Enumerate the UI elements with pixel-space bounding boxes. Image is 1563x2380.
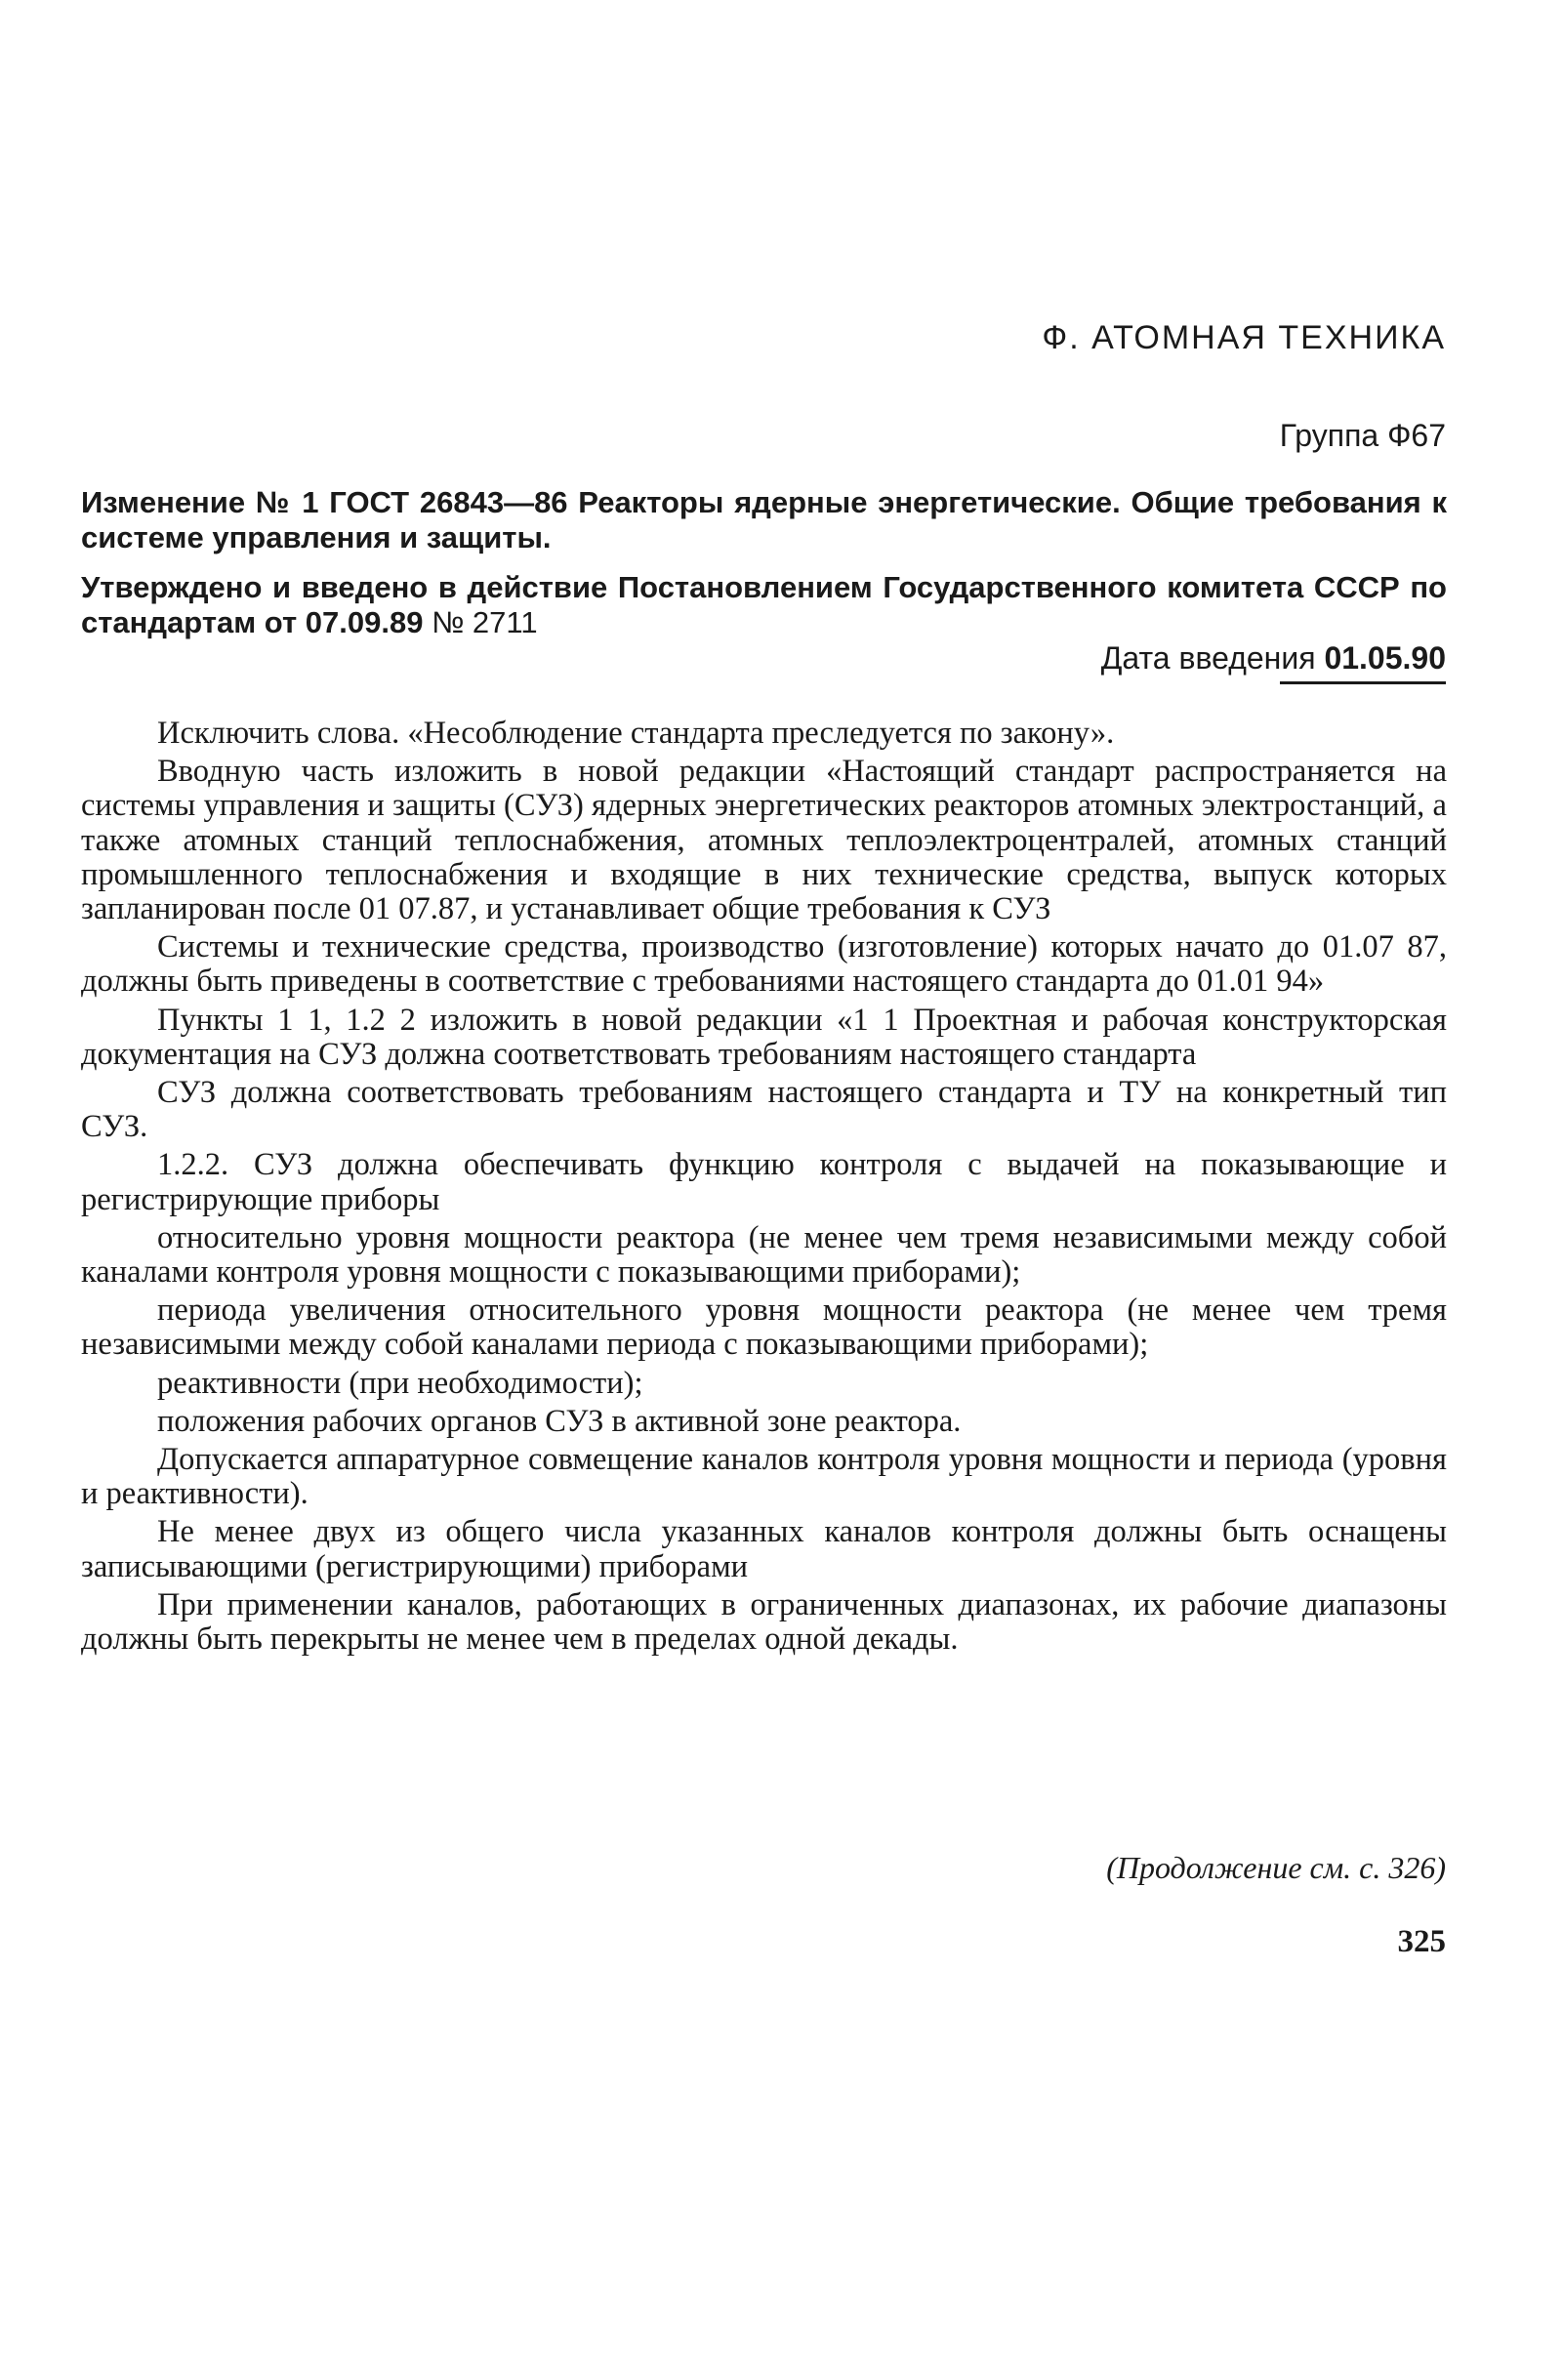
paragraph-10: положения рабочих органов СУЗ в активной зоне реактора. (157, 1403, 962, 1439)
change-title: Изменение № 1 ГОСТ 26843—86 Реакторы ядерные энергетические. Общие требования к системе управления и защиты. (81, 485, 1447, 554)
paragraph-5: СУЗ должна соответствовать требованиям настоящего стандарта и ТУ на конкретный тип СУЗ. (81, 1075, 1447, 1145)
group-label: Группа Ф67 (1279, 418, 1446, 453)
paragraph-2: Вводную часть изложить в новой редакции «Настоящий стандарт распространяется на системы управления и защиты (СУЗ) ядерных энергетических реакторов атомных электростанций, а также атомных станций теплоснабжения, атомных теплоэлектроцентралей, атомных станций промышленного теплоснабжения и входящие в них технические средства, выпуск которых запланирован после 01 07.87, и устанавливает общие требования к СУЗ (81, 754, 1447, 927)
paragraph-4: Пункты 1 1, 1.2 2 изложить в новой редакции «1 1 Проектная и рабочая конструкторская документация на СУЗ должна соответствовать требованиям настоящего стандарта (81, 1002, 1447, 1072)
continuation-note: (Продолжение см. с. 326) (1106, 1850, 1446, 1885)
approval-text: Утверждено и введено в действие Постановлением Государственного комитета СССР по стандартам от 07.09.89 (81, 570, 1447, 639)
introduction-date (1101, 640, 1446, 677)
approval-statement (81, 570, 1447, 640)
paragraph-12: Не менее двух из общего числа указанных каналов контроля должны быть оснащены записывающими (регистрирующими) приборами (81, 1514, 1447, 1584)
paragraph-6: 1.2.2. СУЗ должна обеспечивать функцию контроля с выдачей на показывающие и регистрирующие приборы (81, 1147, 1447, 1217)
paragraph-9: реактивности (при необходимости); (157, 1365, 643, 1401)
approval-order-number: № 2711 (432, 605, 538, 639)
paragraph-8: периода увеличения относительного уровня мощности реактора (не менее чем тремя независимыми между собой каналами периода с показывающими приборами); (81, 1293, 1447, 1363)
paragraph-1: Исключить слова. «Несоблюдение стандарта преследуется по закону». (157, 716, 1115, 751)
section-title: Ф. АТОМНАЯ ТЕХНИКА (1042, 319, 1446, 356)
paragraph-3: Системы и технические средства, производство (изготовление) которых начато до 01.07 87, должны быть приведены в соответствие с требованиями настоящего стандарта до 01.01 94» (81, 929, 1447, 1000)
introduction-date-label: Дата введения (1100, 640, 1316, 676)
body-text (81, 717, 1447, 1661)
paragraph-11: Допускается аппаратурное совмещение каналов контроля уровня мощности и периода (уровня и реактивности). (81, 1442, 1447, 1512)
page-number: 325 (1397, 1924, 1446, 1959)
date-underline (1280, 681, 1446, 684)
introduction-date-value: 01.05.90 (1324, 640, 1446, 676)
paragraph-13: При применении каналов, работающих в ограниченных диапазонах, их рабочие диапазоны должны быть перекрыты не менее чем в пределах одной декады. (81, 1586, 1447, 1658)
paragraph-7: относительно уровня мощности реактора (не менее чем тремя независимыми между собой каналами контроля уровня мощности с показывающими приборами); (81, 1219, 1447, 1291)
